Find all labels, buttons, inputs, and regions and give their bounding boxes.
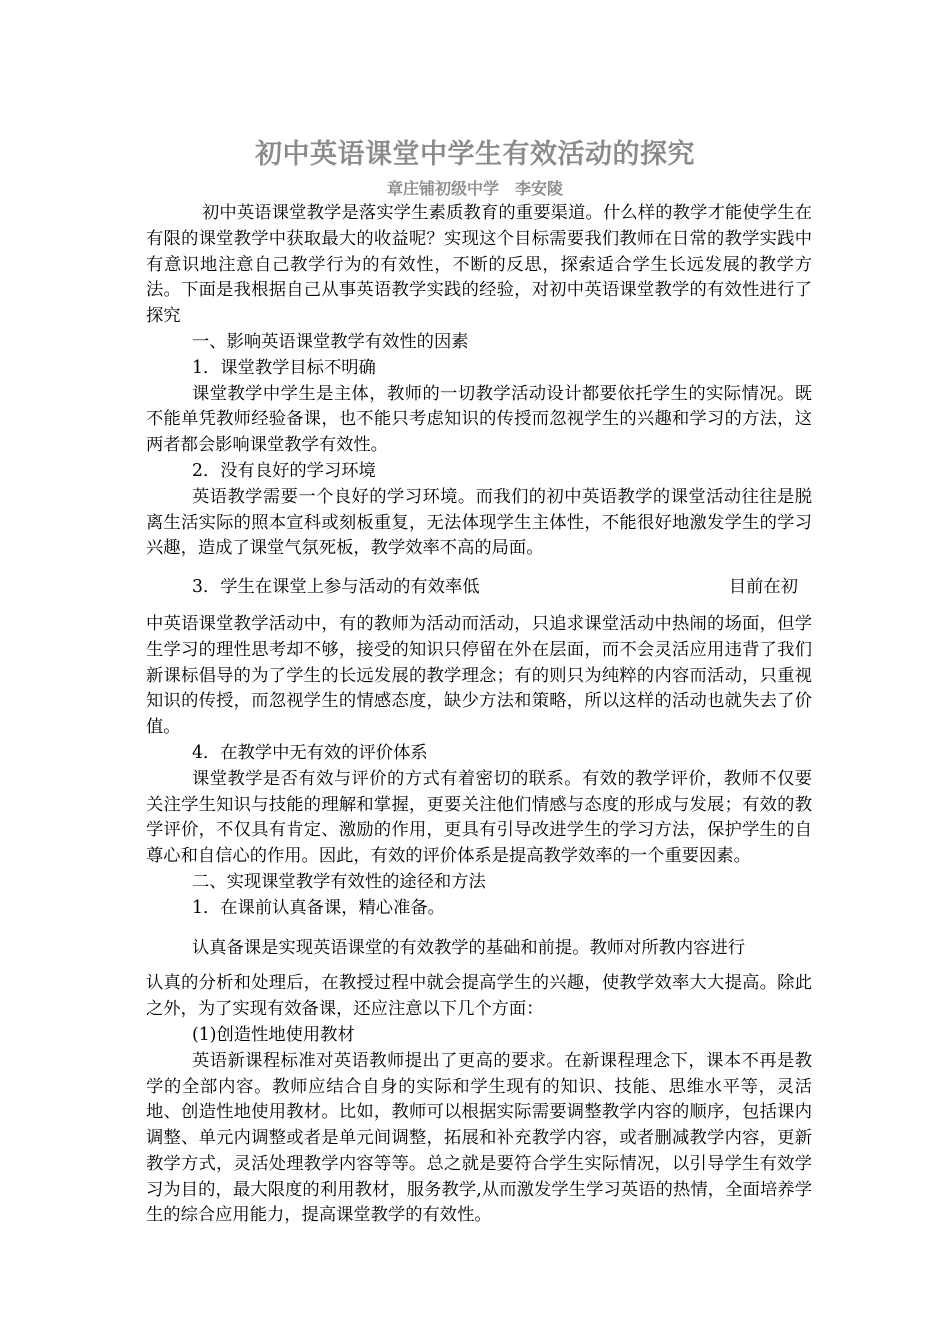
item2-heading: 2．没有良好的学习环境 — [192, 460, 376, 481]
section1-heading: 一、影响英语课堂教学有效性的因素 — [192, 331, 469, 352]
document-author: 章庄铺初级中学 李安陵 — [386, 179, 563, 198]
s2-item1-paragraph: 认真的分析和处理后，在教授过程中就会提高学生的兴趣，使教学效率大大提高。除此之外，为了实现有效备课，还应注意以下几个方面： — [146, 973, 812, 1020]
intro-paragraph: 初中英语课堂教学是落实学生素质教育的重要渠道。什么样的教学才能使学生在有限的课堂教学中获取最大的收益呢？实现这个目标需要我们教师在日常的教学实践中有意识地注意自己教学行为的有效性，不断的反思，探索适合学生长远发展的教学方法。下面是我根据自己从事英语教学实践的经验，对初中英语课堂教学的有效性进行了探究 — [146, 203, 812, 327]
item3-heading-row — [146, 575, 812, 601]
item2-paragraph: 英语教学需要一个良好的学习环境。而我们的初中英语教学的课堂活动往往是脱离生活实际的照本宣科或刻板重复，无法体现学生主体性，不能很好地激发学生的学习兴趣，造成了课堂气氛死板，教学效率不高的局面。 — [146, 486, 812, 559]
s2-item1-first-line: 认真备课是实现英语课堂的有效教学的基础和前提。教师对所教内容进行 — [192, 937, 746, 958]
s2-item1-heading: 1．在课前认真备课，精心准备。 — [192, 897, 445, 918]
sub1-paragraph: 英语新课程标准对英语教师提出了更高的要求。在新课程理念下，课本不再是教学的全部内容。教师应结合自身的实际和学生现有的知识、技能、思维水平等，灵活地、创造性地使用教材。比如，教师可以根据实际需要调整教学内容的顺序，包括课内调整、单元内调整或者是单元间调整，拓展和补充教学内容，或者删减教学内容，更新教学方式，灵活处理教学内容等等。总之就是要符合学生实际情况，以引导学生有效学习为目的，最大限度的利用教材，服务教学,从而激发学生学习英语的热情，全面培养学生的综合应用能力，提高课堂教学的有效性。 — [146, 1050, 812, 1226]
item3-heading: 3．学生在课堂上参与活动的有效率低 — [192, 577, 480, 598]
item4-heading: 4．在教学中无有效的评价体系 — [192, 742, 428, 763]
item4-paragraph: 课堂教学是否有效与评价的方式有着密切的联系。有效的教学评价，教师不仅要关注学生知识与技能的理解和掌握，更要关注他们情感与态度的形成与发展；有效的教学评价，不仅具有肯定、激励的作用，更具有引导改进学生的学习方法，保护学生的自尊心和自信心的作用。因此，有效的评价体系是提高教学效率的一个重要因素。 — [146, 768, 812, 867]
item3-paragraph: 中英语课堂教学活动中，有的教师为活动而活动，只追求课堂活动中热闹的场面，但学生学习的理性思考却不够，接受的知识只停留在外在层面，而不会灵活应用违背了我们新课标倡导的为了学生的长远发展的教学理念；有的则只为纯粹的内容而活动，只重视知识的传授，而忽视学生的情感态度，缺少方法和策略，所以这样的活动也就失去了价值。 — [146, 613, 812, 738]
sub1-heading: (1)创造性地使用教材 — [192, 1024, 355, 1045]
document-title: 初中英语课堂中学生有效活动的探究 — [255, 139, 695, 170]
item1-paragraph: 课堂教学中学生是主体，教师的一切教学活动设计都要依托学生的实际情况。既不能单凭教师经验备课，也不能只考虑知识的传授而忽视学生的兴趣和学习的方法，这两者都会影响课堂教学有效性。 — [146, 383, 812, 456]
item1-heading: 1．课堂教学目标不明确 — [192, 357, 376, 378]
section2-heading: 二、实现课堂教学有效性的途径和方法 — [192, 871, 486, 892]
item3-lead-text: 目前在初 — [728, 577, 798, 598]
document-body — [146, 201, 812, 1229]
